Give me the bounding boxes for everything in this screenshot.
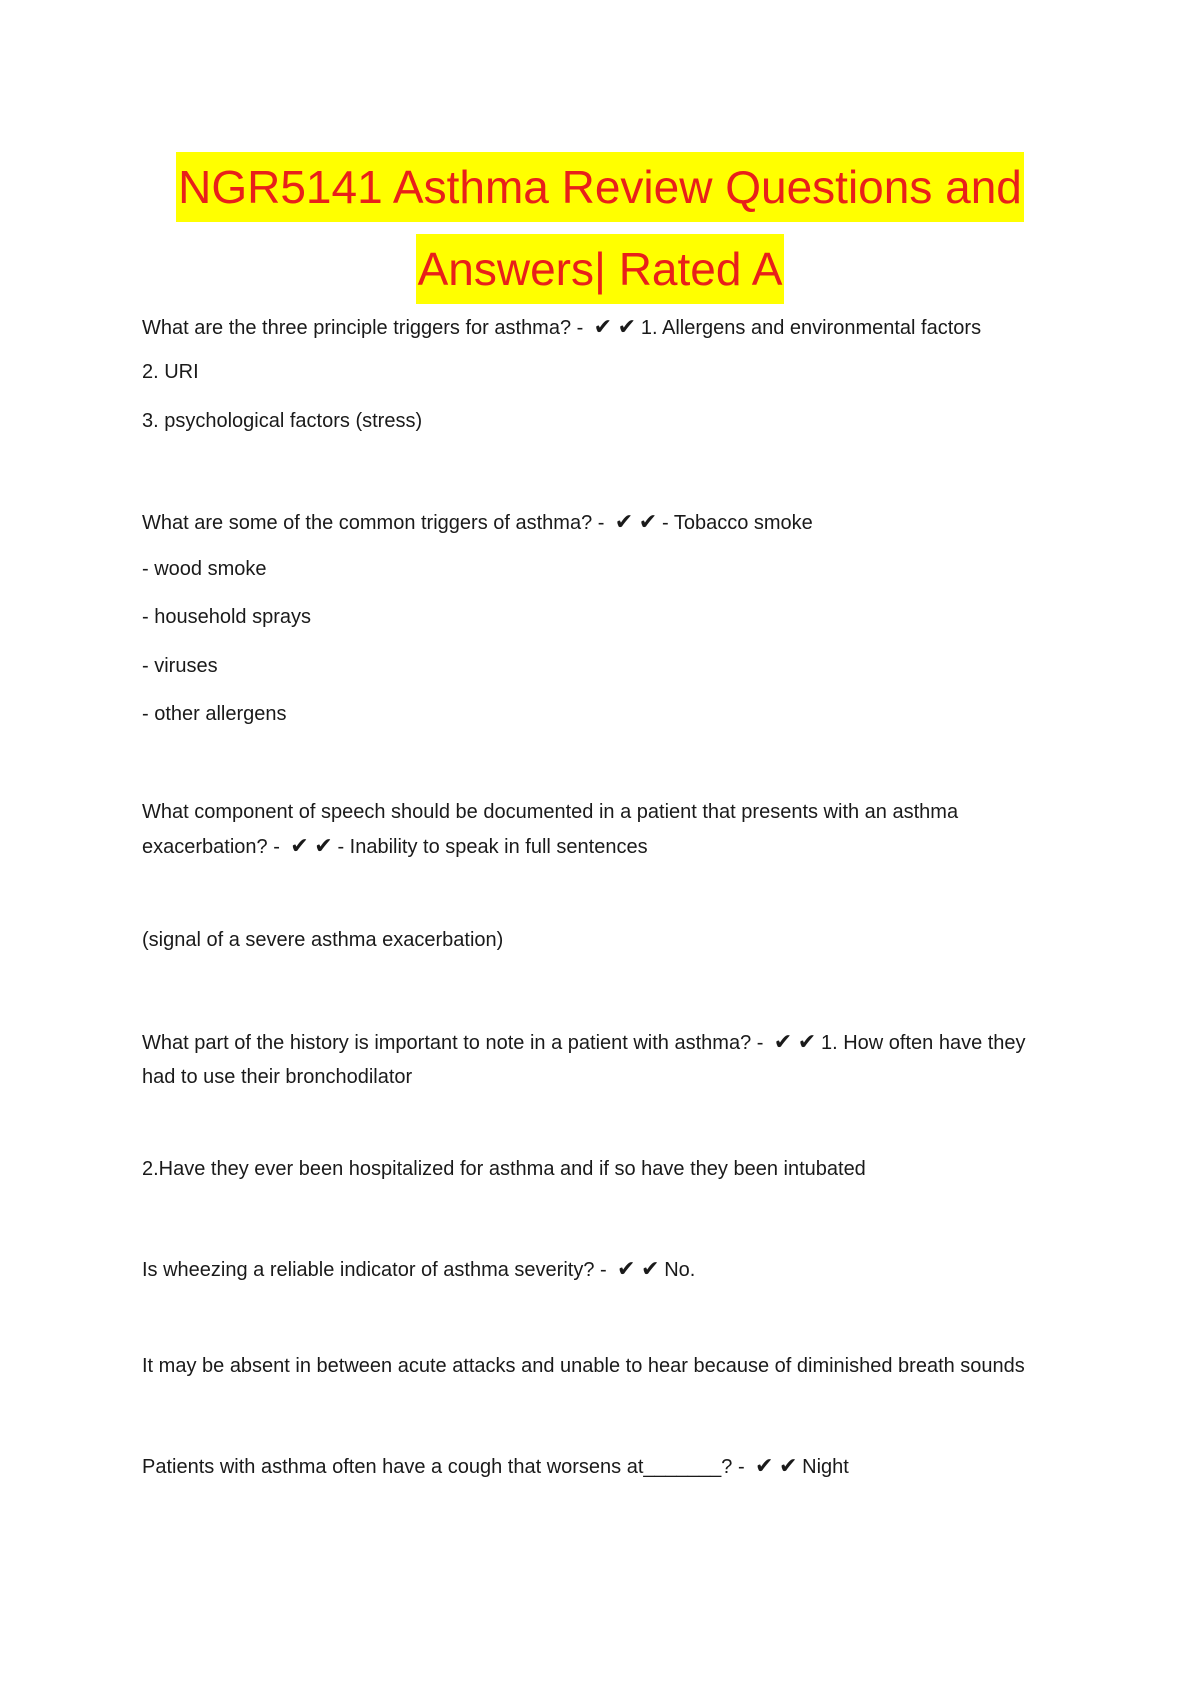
answer-marker [614, 1256, 662, 1282]
answer-line: - wood smoke [142, 558, 267, 580]
answer-line: (signal of a severe asthma exacerbation) [142, 929, 504, 951]
answer-line: 2.Have they ever been hospitalized for asthma and if so have they been intubated [142, 1158, 866, 1180]
question-2 [142, 509, 813, 535]
answer-text: Night [802, 1456, 849, 1478]
answer-line: It may be absent in between acute attacks and unable to hear because of diminished breath sounds [142, 1355, 1025, 1377]
answer-line: - viruses [142, 655, 218, 677]
title-line-1: NGR5141 Asthma Review Questions and [176, 152, 1024, 222]
question-text: What component of speech should be documented in a patient that presents with an asthma exacerbation? - [142, 801, 959, 858]
check-icon: ✔ [617, 1256, 636, 1281]
answer-text: - Inability to speak in full sentences [337, 836, 648, 858]
answer-marker [752, 1453, 800, 1479]
answer-text: No. [664, 1259, 696, 1281]
answer-marker [771, 1025, 819, 1060]
question-text: What are some of the common triggers of asthma? - [142, 512, 605, 534]
answer-text: 1. Allergens and environmental factors [640, 317, 982, 339]
question-4 [142, 1025, 1062, 1094]
check-icon: ✔ [314, 833, 333, 858]
check-icon: ✔ [593, 314, 613, 339]
answer-marker [612, 509, 660, 535]
answer-line: - household sprays [142, 606, 311, 628]
document-title [0, 152, 1200, 316]
question-text: Is wheezing a reliable indicator of asthma severity? - [142, 1259, 607, 1281]
check-icon: ✔ [797, 1029, 817, 1054]
check-icon: ✔ [638, 509, 658, 534]
question-text: What are the three principle triggers for asthma? - [142, 317, 584, 339]
answer-text: 1. How often have they had to use their bronchodilator [142, 1032, 1026, 1088]
title-line-2: Answers| Rated A [416, 234, 785, 304]
answer-text: - Tobacco smoke [661, 512, 813, 534]
check-icon: ✔ [290, 833, 309, 858]
question-text: Patients with asthma often have a cough that worsens at_______? - [142, 1456, 745, 1478]
question-text: What part of the history is important to note in a patient with asthma? - [142, 1032, 764, 1054]
question-5 [142, 1256, 695, 1282]
check-icon: ✔ [754, 1453, 774, 1478]
answer-marker [287, 829, 335, 864]
check-icon: ✔ [641, 1256, 660, 1281]
question-3 [142, 795, 1062, 864]
answer-marker [591, 314, 639, 340]
question-6 [142, 1453, 849, 1479]
question-1 [142, 314, 981, 340]
answer-line: - other allergens [142, 703, 287, 725]
check-icon: ✔ [617, 314, 637, 339]
check-icon: ✔ [773, 1029, 793, 1054]
check-icon: ✔ [614, 509, 634, 534]
answer-line: 3. psychological factors (stress) [142, 410, 423, 432]
check-icon: ✔ [778, 1453, 798, 1478]
answer-line: 2. URI [142, 361, 199, 383]
